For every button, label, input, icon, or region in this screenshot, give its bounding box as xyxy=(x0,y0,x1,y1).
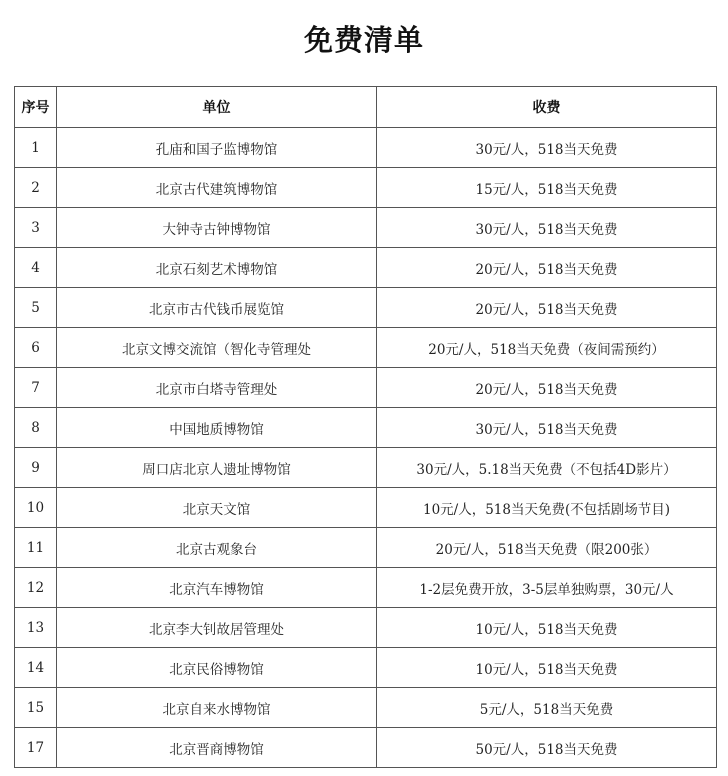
table-row xyxy=(15,728,717,768)
cell-fee: 30元/人，518当天免费 xyxy=(377,128,717,168)
cell-seq: 13 xyxy=(15,608,57,648)
cell-fee: 50元/人，518当天免费 xyxy=(377,728,717,768)
cell-fee: 10元/人，518当天免费 xyxy=(377,608,717,648)
table-row xyxy=(15,488,717,528)
cell-unit: 北京民俗博物馆 xyxy=(57,648,377,688)
cell-unit: 北京市古代钱币展览馆 xyxy=(57,288,377,328)
table-body xyxy=(15,128,717,768)
cell-unit: 北京市白塔寺管理处 xyxy=(57,368,377,408)
cell-seq: 11 xyxy=(15,528,57,568)
cell-fee: 20元/人，518当天免费 xyxy=(377,248,717,288)
page-title: 免费清单 xyxy=(303,23,424,57)
cell-seq: 7 xyxy=(15,368,57,408)
table-row xyxy=(15,168,717,208)
table-row xyxy=(15,648,717,688)
cell-fee: 10元/人，518当天免费(不包括剧场节目) xyxy=(377,488,717,528)
table-row xyxy=(15,128,717,168)
cell-unit: 北京汽车博物馆 xyxy=(57,568,377,608)
cell-unit: 北京石刻艺术博物馆 xyxy=(57,248,377,288)
cell-fee: 20元/人，518当天免费 xyxy=(377,288,717,328)
cell-seq: 15 xyxy=(15,688,57,728)
header-fee: 收费 xyxy=(377,87,717,128)
cell-fee: 30元/人，5.18当天免费（不包括4D影片） xyxy=(377,448,717,488)
cell-fee: 10元/人，518当天免费 xyxy=(377,648,717,688)
cell-unit: 北京文博交流馆（智化寺管理处 xyxy=(57,328,377,368)
table-row xyxy=(15,688,717,728)
table-row xyxy=(15,368,717,408)
cell-unit: 北京古代建筑博物馆 xyxy=(57,168,377,208)
cell-unit: 北京晋商博物馆 xyxy=(57,728,377,768)
cell-seq: 3 xyxy=(15,208,57,248)
cell-fee: 15元/人，518当天免费 xyxy=(377,168,717,208)
cell-seq: 12 xyxy=(15,568,57,608)
cell-fee: 30元/人，518当天免费 xyxy=(377,208,717,248)
table-row xyxy=(15,448,717,488)
cell-seq: 8 xyxy=(15,408,57,448)
cell-fee: 20元/人，518当天免费 xyxy=(377,368,717,408)
cell-unit: 大钟寺古钟博物馆 xyxy=(57,208,377,248)
cell-unit: 北京自来水博物馆 xyxy=(57,688,377,728)
cell-seq: 17 xyxy=(15,728,57,768)
cell-seq: 1 xyxy=(15,128,57,168)
cell-unit: 中国地质博物馆 xyxy=(57,408,377,448)
table-row xyxy=(15,288,717,328)
cell-seq: 4 xyxy=(15,248,57,288)
cell-seq: 10 xyxy=(15,488,57,528)
cell-unit: 北京古观象台 xyxy=(57,528,377,568)
cell-unit: 周口店北京人遗址博物馆 xyxy=(57,448,377,488)
cell-unit: 孔庙和国子监博物馆 xyxy=(57,128,377,168)
cell-seq: 5 xyxy=(15,288,57,328)
free-list-table xyxy=(14,86,717,768)
table-row xyxy=(15,568,717,608)
table-row xyxy=(15,608,717,648)
cell-seq: 6 xyxy=(15,328,57,368)
cell-fee: 20元/人，518当天免费（夜间需预约） xyxy=(377,328,717,368)
table-row xyxy=(15,248,717,288)
cell-fee: 20元/人，518当天免费（限200张） xyxy=(377,528,717,568)
header-unit: 单位 xyxy=(57,87,377,128)
cell-unit: 北京天文馆 xyxy=(57,488,377,528)
table-row xyxy=(15,408,717,448)
table-row xyxy=(15,528,717,568)
cell-fee: 30元/人，518当天免费 xyxy=(377,408,717,448)
table-row xyxy=(15,208,717,248)
table-row xyxy=(15,328,717,368)
cell-unit: 北京李大钊故居管理处 xyxy=(57,608,377,648)
table-header-row xyxy=(15,87,717,128)
cell-fee: 5元/人，518当天免费 xyxy=(377,688,717,728)
header-seq: 序号 xyxy=(15,87,57,128)
cell-fee: 1-2层免费开放，3-5层单独购票，30元/人 xyxy=(377,568,717,608)
cell-seq: 14 xyxy=(15,648,57,688)
cell-seq: 2 xyxy=(15,168,57,208)
cell-seq: 9 xyxy=(15,448,57,488)
